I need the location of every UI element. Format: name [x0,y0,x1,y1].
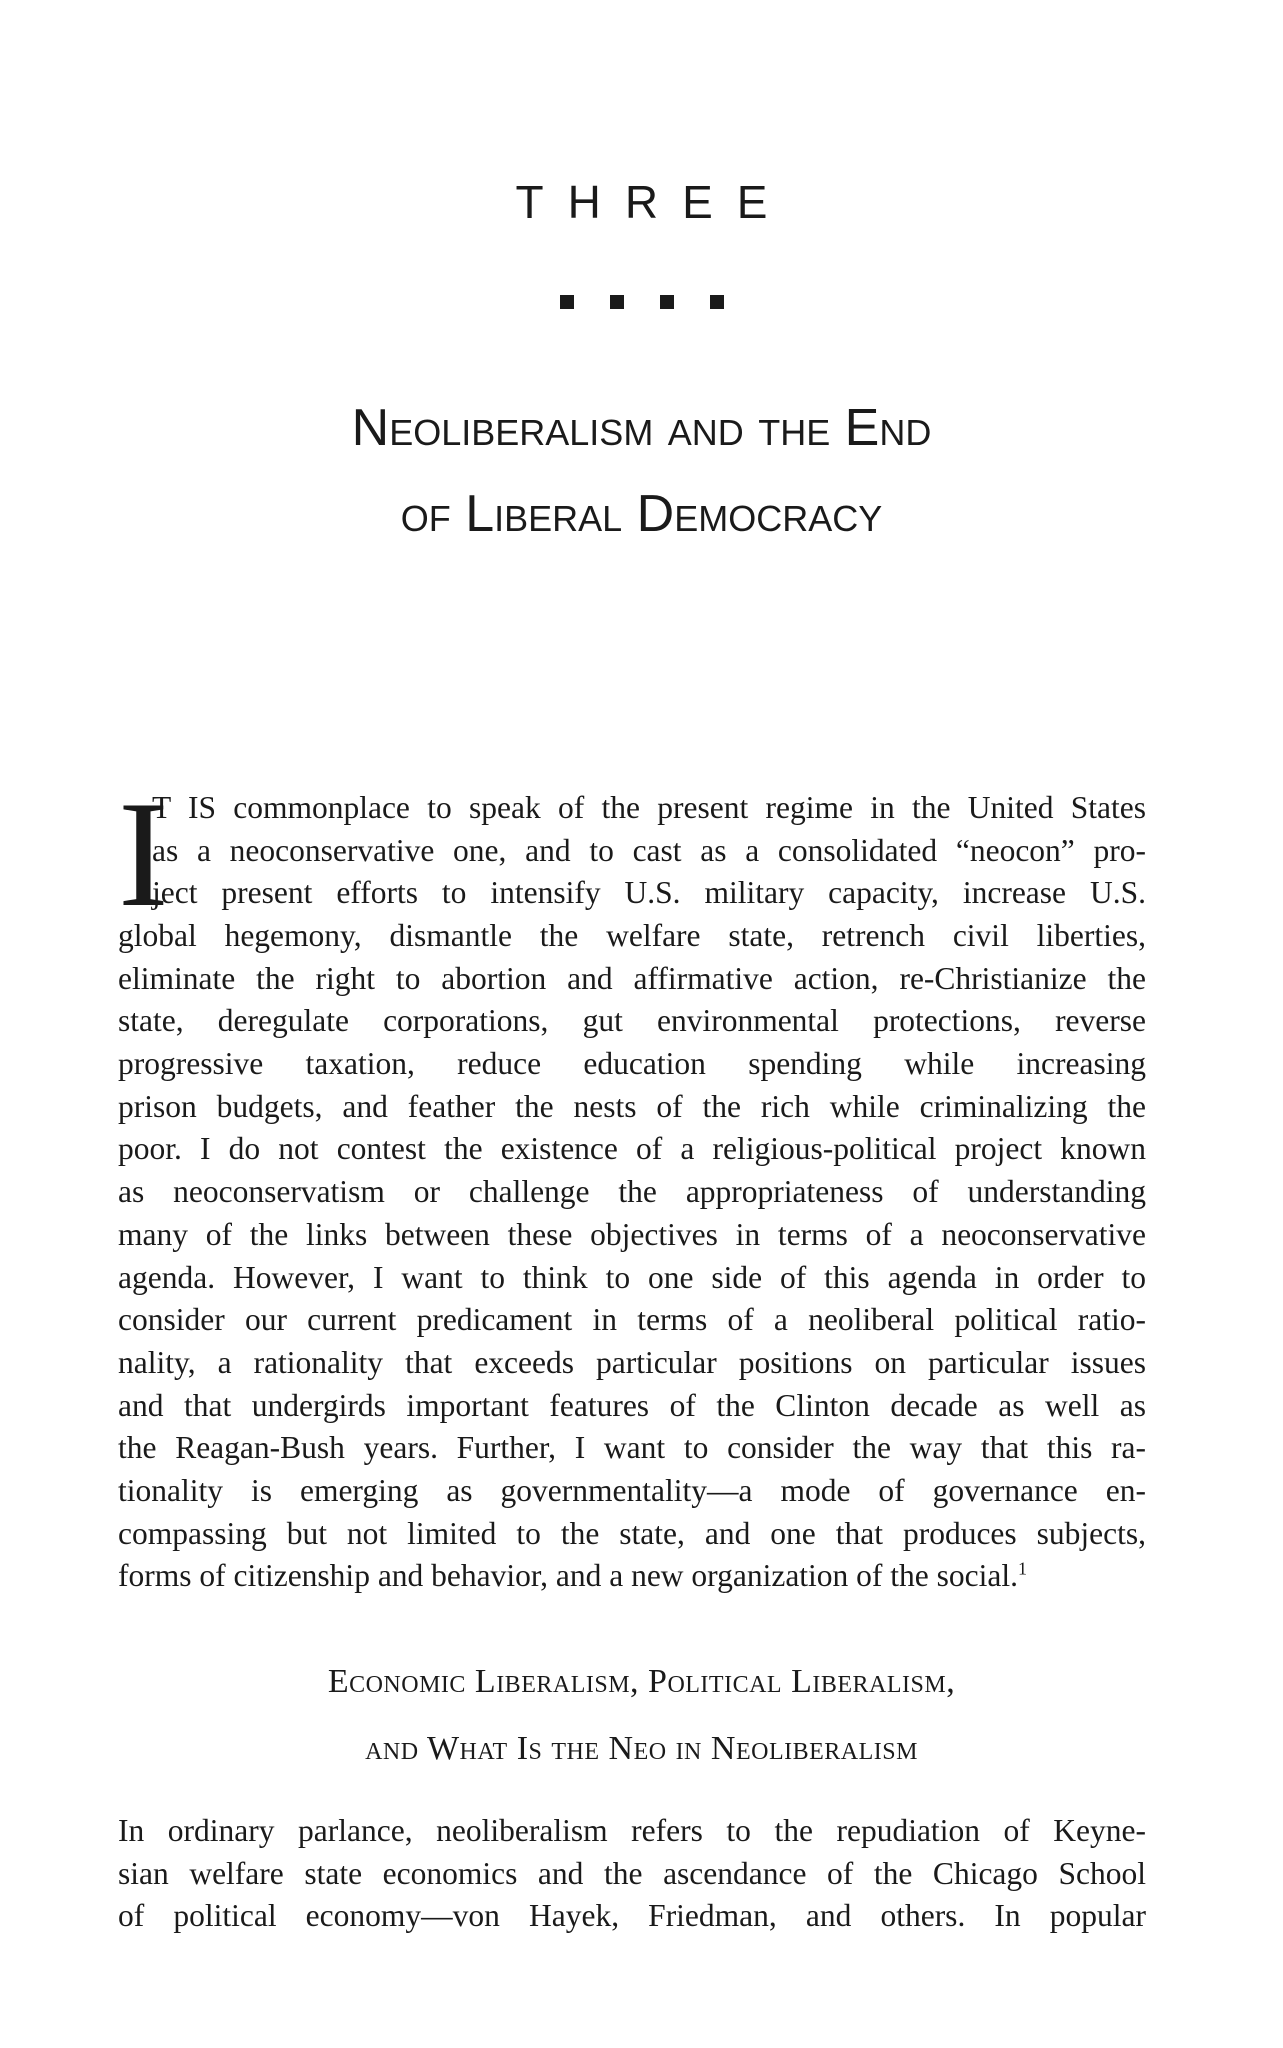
chapter-title [0,385,1283,557]
text-line: many of the links between these objectives in terms of a neoconservative [118,1216,1146,1252]
ornament-square [660,295,674,309]
last-line-text: forms of citizenship and behavior, and a new organization of the social. [118,1558,1018,1594]
text-line: T IS commonplace to speak of the present regime in the United States [152,790,1146,825]
text-line: global hegemony, dismantle the welfare state, retrench civil liberties, [118,918,1146,953]
section-heading-line: Economic Liberalism, Political Liberalism, [327,1663,956,1700]
text-line: sian welfare state economics and the ascendance of the Chicago School [118,1855,1146,1891]
footnote-reference[interactable]: 1 [1018,1558,1027,1579]
text-line: poor. I do not contest the existence of a religious-political project known [118,1131,1146,1167]
text-line: the Reagan-Bush years. Further, I want to consider the way that this ra- [118,1430,1146,1466]
section-heading [0,1648,1283,1782]
paragraph-body [118,1810,1146,1938]
chapter-ornament [0,295,1283,309]
chapter-number: THREE [515,176,792,228]
text-line: as neoconservatism or challenge the appropriateness of understanding [118,1174,1146,1210]
text-line: consider our current predicament in terms of a neoliberal political ratio- [118,1302,1146,1338]
ornament-square [710,295,724,309]
text-line: In ordinary parlance, neoliberalism refers to the repudiation of Keyne- [118,1813,1146,1848]
paragraph-body [118,915,1146,1598]
text-line-last [118,1555,1146,1598]
text-line: ject present efforts to intensify U.S. military capacity, increase U.S. [152,875,1146,911]
text-line: and that undergirds important features of the Clinton decade as well as [118,1387,1146,1423]
text-line: compassing but not limited to the state, and one that produces subjects, [118,1515,1146,1551]
text-line: agenda. However, I want to think to one side of this agenda in order to [118,1259,1146,1295]
text-line: state, deregulate corporations, gut environmental protections, reverse [118,1003,1146,1039]
chapter-title-line: of Liberal Democracy [400,485,883,543]
ornament-square [560,295,574,309]
section-heading-line: and What Is the Neo in Neoliberalism [365,1730,918,1767]
text-line: as a neoconservative one, and to cast as a consolidated “neocon” pro- [152,832,1146,868]
text-line: tionality is emerging as governmentality—a mode of governance en- [118,1472,1146,1508]
ornament-square [610,295,624,309]
text-line: prison budgets, and feather the nests of the rich while criminalizing the [118,1088,1146,1124]
text-line: of political economy—von Hayek, Friedman, and others. In popular [118,1898,1146,1934]
text-line: eliminate the right to abortion and affirmative action, re-Christianize the [118,960,1146,996]
text-line: nality, a rationality that exceeds particular positions on particular issues [118,1344,1146,1380]
drop-cap: I [118,770,169,938]
text-line: progressive taxation, reduce education spending while increasing [118,1046,1146,1082]
paragraph-opening-lines [152,787,1146,915]
chapter-title-line: Neoliberalism and the End [351,399,932,457]
